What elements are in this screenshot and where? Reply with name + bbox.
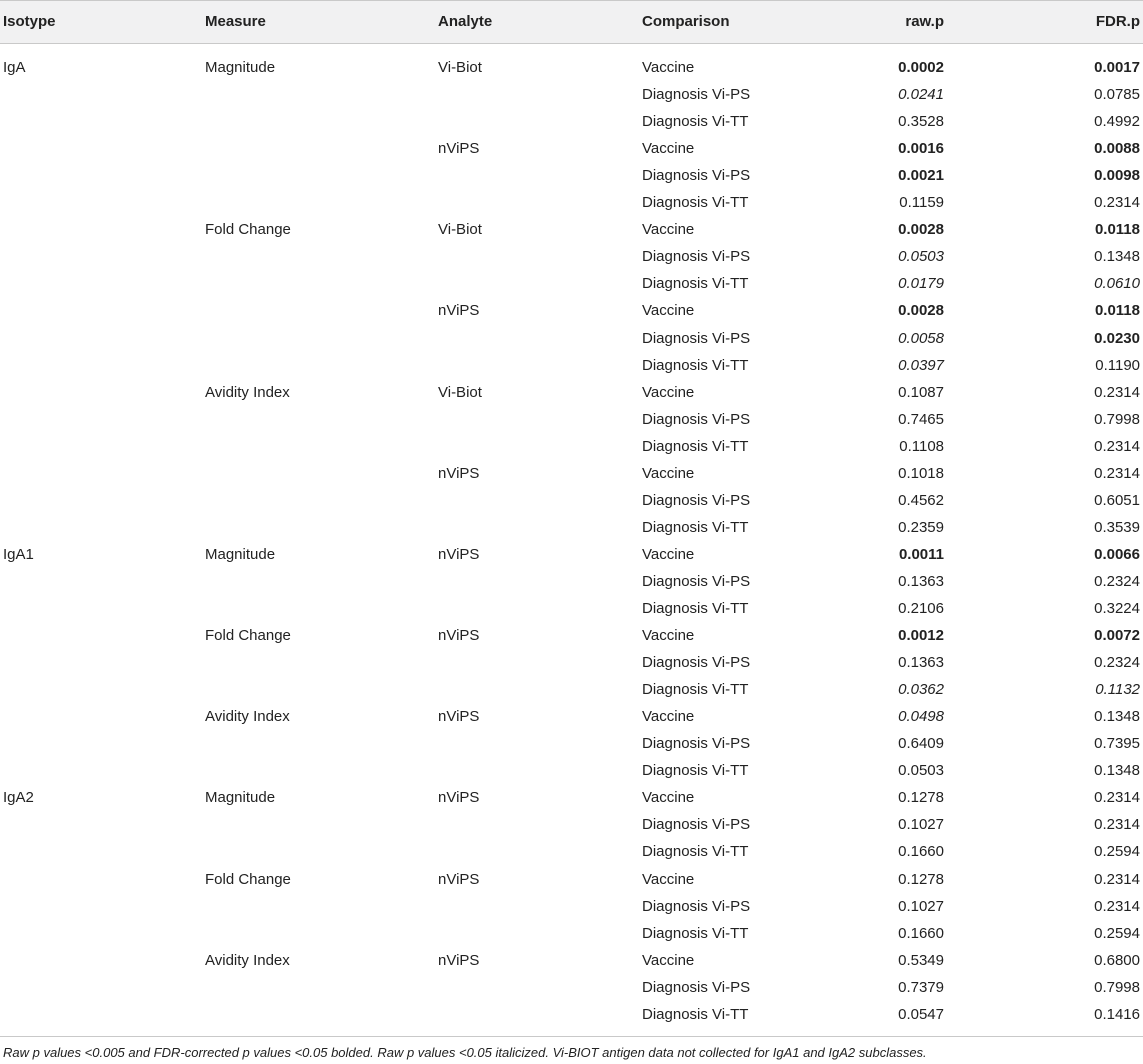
table-row (0, 1001, 1143, 1028)
table-row (0, 947, 1143, 974)
header-measure: Measure (205, 13, 266, 30)
raw-p-cell: 0.0028 (898, 302, 944, 320)
fdr-p-cell: 0.4992 (1094, 113, 1140, 131)
raw-p-cell: 0.7379 (898, 978, 944, 996)
raw-p-cell: 0.0498 (898, 708, 944, 726)
fdr-p-cell: 0.2324 (1094, 654, 1140, 672)
raw-p-cell: 0.1278 (898, 870, 944, 888)
table-row (0, 325, 1143, 352)
table-row (0, 460, 1143, 487)
raw-p-cell: 0.0362 (898, 681, 944, 699)
table-row (0, 379, 1143, 406)
comparison-cell: Vaccine (642, 789, 695, 807)
table-row (0, 108, 1143, 135)
raw-p-cell: 0.1363 (898, 572, 944, 590)
measure-cell: Fold Change (205, 221, 291, 239)
fdr-p-cell: 0.3224 (1094, 600, 1140, 617)
comparison-cell: Diagnosis Vi-TT (642, 1005, 749, 1023)
raw-p-cell: 0.0397 (898, 356, 944, 374)
table-header (0, 0, 1143, 44)
measure-cell: Fold Change (205, 870, 291, 888)
table-row (0, 514, 1143, 541)
comparison-cell: Diagnosis Vi-TT (642, 762, 749, 780)
raw-p-cell: 0.7465 (898, 410, 944, 428)
table-row (0, 595, 1143, 622)
raw-p-cell: 0.1087 (898, 383, 944, 401)
table-row (0, 406, 1143, 433)
table-row (0, 216, 1143, 243)
comparison-cell: Diagnosis Vi-TT (642, 681, 749, 699)
raw-p-cell: 0.1018 (898, 464, 944, 482)
comparison-cell: Vaccine (642, 302, 695, 320)
comparison-cell: Vaccine (642, 627, 695, 645)
fdr-p-cell: 0.3539 (1094, 518, 1140, 536)
fdr-p-cell: 0.1190 (1095, 356, 1140, 374)
table-row (0, 243, 1143, 270)
table-row (0, 189, 1143, 216)
raw-p-cell: 0.3528 (898, 113, 944, 131)
raw-p-cell: 0.5349 (898, 951, 944, 969)
fdr-p-cell: 0.6051 (1094, 491, 1140, 509)
header-comparison: Comparison (642, 13, 730, 30)
table-row (0, 162, 1143, 189)
fdr-p-cell: 0.2314 (1094, 897, 1140, 915)
comparison-cell: Diagnosis Vi-PS (642, 735, 751, 753)
comparison-cell: Diagnosis Vi-TT (642, 356, 749, 374)
fdr-p-cell: 0.0017 (1094, 59, 1140, 76)
measure-cell: Magnitude (205, 789, 276, 807)
fdr-p-cell: 0.0088 (1094, 140, 1140, 158)
comparison-cell: Diagnosis Vi-TT (642, 924, 749, 942)
fdr-p-cell: 0.2594 (1094, 843, 1140, 861)
analyte-cell: Vi-Biot (438, 383, 482, 401)
measure-cell: Avidity Index (205, 708, 290, 726)
comparison-cell: Diagnosis Vi-PS (642, 167, 751, 185)
table-row (0, 270, 1143, 297)
comparison-cell: Vaccine (642, 383, 695, 401)
fdr-p-cell: 0.2594 (1094, 924, 1140, 942)
table-row (0, 622, 1143, 649)
table-row (0, 703, 1143, 730)
analyte-cell: nViPS (438, 627, 480, 645)
raw-p-cell: 0.0058 (898, 329, 944, 347)
fdr-p-cell: 0.0230 (1094, 329, 1140, 347)
comparison-cell: Vaccine (642, 708, 695, 726)
table-row (0, 487, 1143, 514)
fdr-p-cell: 0.2324 (1094, 572, 1140, 590)
fdr-p-cell: 0.7998 (1094, 978, 1140, 996)
fdr-p-cell: 0.6800 (1094, 951, 1140, 969)
raw-p-cell: 0.0012 (898, 627, 944, 645)
analyte-cell: nViPS (438, 951, 480, 969)
comparison-cell: Diagnosis Vi-TT (642, 275, 749, 293)
raw-p-cell: 0.1159 (899, 194, 944, 212)
header-fdr-p: FDR.p (1095, 13, 1140, 30)
comparison-cell: Diagnosis Vi-PS (642, 410, 751, 428)
table-row (0, 81, 1143, 108)
table-row (0, 568, 1143, 595)
raw-p-cell: 0.1027 (898, 816, 944, 834)
analyte-cell: nViPS (438, 789, 480, 807)
raw-p-cell: 0.0002 (898, 59, 944, 76)
isotype-cell: IgA (3, 59, 26, 76)
table-row (0, 352, 1143, 379)
fdr-p-cell: 0.0098 (1094, 167, 1140, 185)
analyte-cell: nViPS (438, 140, 480, 158)
raw-p-cell: 0.0179 (898, 275, 944, 293)
fdr-p-cell: 0.2314 (1094, 437, 1140, 455)
comparison-cell: Diagnosis Vi-PS (642, 491, 751, 509)
comparison-cell: Vaccine (642, 870, 695, 888)
comparison-cell: Diagnosis Vi-PS (642, 248, 751, 266)
fdr-p-cell: 0.1348 (1094, 248, 1140, 266)
header-analyte: Analyte (438, 13, 493, 30)
table-row (0, 433, 1143, 460)
raw-p-cell: 0.2359 (898, 518, 944, 536)
table-row (0, 893, 1143, 920)
fdr-p-cell: 0.0610 (1094, 275, 1140, 293)
fdr-p-cell: 0.0118 (1094, 221, 1140, 239)
table-row (0, 838, 1143, 865)
table-row (0, 811, 1143, 838)
header-raw-p: raw.p (905, 13, 944, 30)
comparison-cell: Vaccine (642, 464, 695, 482)
table-row (0, 676, 1143, 703)
fdr-p-cell: 0.2314 (1094, 870, 1140, 888)
comparison-cell: Diagnosis Vi-TT (642, 113, 749, 131)
raw-p-cell: 0.1660 (898, 924, 944, 942)
table-row (0, 54, 1143, 81)
fdr-p-cell: 0.1132 (1095, 681, 1140, 699)
comparison-cell: Vaccine (642, 140, 695, 158)
raw-p-cell: 0.4562 (898, 491, 944, 509)
analyte-cell: nViPS (438, 464, 480, 482)
table-row (0, 135, 1143, 162)
fdr-p-cell: 0.2314 (1094, 789, 1140, 807)
table-row (0, 730, 1143, 757)
fdr-p-cell: 0.7998 (1094, 410, 1140, 428)
raw-p-cell: 0.2106 (898, 600, 944, 617)
comparison-cell: Diagnosis Vi-PS (642, 654, 751, 672)
fdr-p-cell: 0.0072 (1094, 627, 1140, 645)
analyte-cell: nViPS (438, 870, 480, 888)
measure-cell: Magnitude (205, 545, 276, 563)
raw-p-cell: 0.0241 (898, 86, 944, 104)
fdr-p-cell: 0.2314 (1094, 383, 1140, 401)
comparison-cell: Diagnosis Vi-PS (642, 86, 751, 104)
comparison-cell: Vaccine (642, 545, 695, 563)
table-footnote: Raw p values <0.005 and FDR-corrected p values <0.05 bolded. Raw p values <0.05 italicized. Vi-BIOT antigen data not collected for IgA1 and IgA2 subclasses. (3, 1045, 927, 1060)
fdr-p-cell: 0.1416 (1094, 1005, 1140, 1023)
raw-p-cell: 0.0021 (898, 167, 944, 185)
fdr-p-cell: 0.7395 (1094, 735, 1140, 753)
table-row (0, 297, 1143, 324)
table-row (0, 920, 1143, 947)
fdr-p-cell: 0.2314 (1094, 194, 1140, 212)
analyte-cell: nViPS (438, 708, 480, 726)
raw-p-cell: 0.0028 (898, 221, 944, 239)
table-row (0, 866, 1143, 893)
table-row (0, 541, 1143, 568)
table-row (0, 649, 1143, 676)
raw-p-cell: 0.0011 (898, 545, 944, 563)
fdr-p-cell: 0.0118 (1094, 302, 1140, 320)
comparison-cell: Diagnosis Vi-PS (642, 897, 751, 915)
comparison-cell: Vaccine (642, 951, 695, 969)
comparison-cell: Vaccine (642, 59, 695, 76)
raw-p-cell: 0.1363 (898, 654, 944, 672)
table-row (0, 784, 1143, 811)
raw-p-cell: 0.0016 (898, 140, 944, 158)
comparison-cell: Diagnosis Vi-PS (642, 572, 751, 590)
raw-p-cell: 0.0503 (898, 248, 944, 266)
isotype-cell: IgA2 (3, 789, 34, 807)
analyte-cell: nViPS (438, 545, 480, 563)
measure-cell: Avidity Index (205, 383, 290, 401)
analyte-cell: Vi-Biot (438, 59, 482, 76)
raw-p-cell: 0.6409 (898, 735, 944, 753)
comparison-cell: Diagnosis Vi-PS (642, 329, 751, 347)
comparison-cell: Diagnosis Vi-PS (642, 816, 751, 834)
fdr-p-cell: 0.1348 (1094, 762, 1140, 780)
analyte-cell: Vi-Biot (438, 221, 482, 239)
comparison-cell: Diagnosis Vi-TT (642, 437, 749, 455)
table-row (0, 757, 1143, 784)
comparison-cell: Vaccine (642, 221, 695, 239)
isotype-cell: IgA1 (3, 545, 34, 563)
raw-p-cell: 0.1278 (898, 789, 944, 807)
analyte-cell: nViPS (438, 302, 480, 320)
raw-p-cell: 0.1027 (898, 897, 944, 915)
measure-cell: Avidity Index (205, 951, 290, 969)
header-isotype: Isotype (3, 13, 56, 30)
raw-p-cell: 0.0547 (898, 1005, 944, 1023)
comparison-cell: Diagnosis Vi-TT (642, 600, 749, 617)
fdr-p-cell: 0.2314 (1094, 816, 1140, 834)
fdr-p-cell: 0.2314 (1094, 464, 1140, 482)
raw-p-cell: 0.0503 (898, 762, 944, 780)
raw-p-cell: 0.1108 (899, 437, 944, 455)
fdr-p-cell: 0.0066 (1094, 545, 1140, 563)
comparison-cell: Diagnosis Vi-TT (642, 194, 749, 212)
table-row (0, 974, 1143, 1001)
raw-p-cell: 0.1660 (898, 843, 944, 861)
fdr-p-cell: 0.0785 (1094, 86, 1140, 104)
table-bottom-rule (0, 1036, 1143, 1037)
comparison-cell: Diagnosis Vi-TT (642, 843, 749, 861)
fdr-p-cell: 0.1348 (1094, 708, 1140, 726)
comparison-cell: Diagnosis Vi-PS (642, 978, 751, 996)
measure-cell: Magnitude (205, 59, 276, 76)
measure-cell: Fold Change (205, 627, 291, 645)
comparison-cell: Diagnosis Vi-TT (642, 518, 749, 536)
